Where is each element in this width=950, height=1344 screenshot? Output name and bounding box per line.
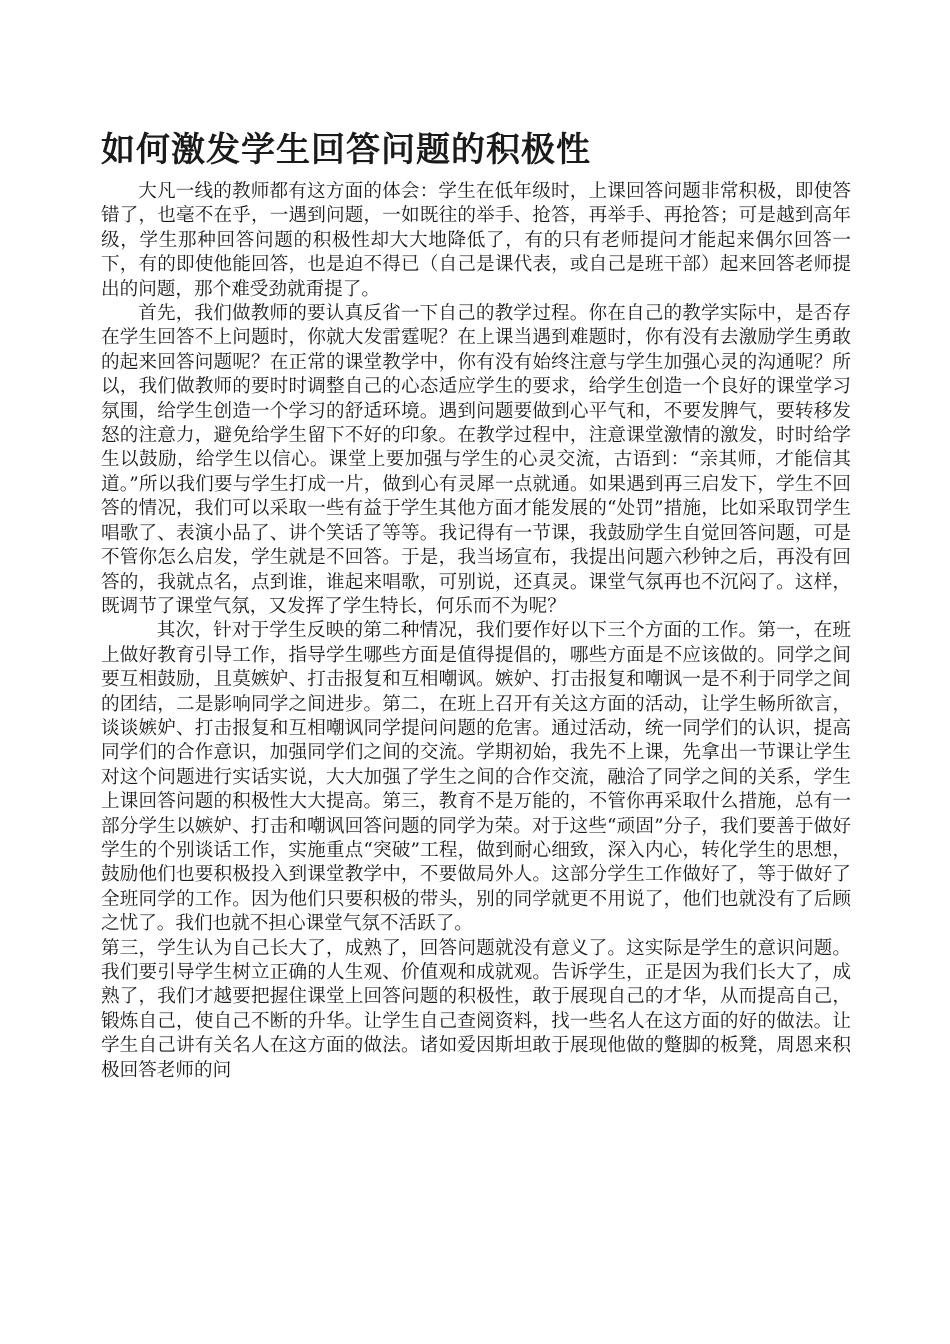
paragraph-intro: 大凡一线的教师都有这方面的体会：学生在低年级时，上课回答问题非常积极，即使答错了，也毫不在乎，一遇到问题，一如既往的举手、抢答，再举手、再抢答；可是越到高年级，学生那种回答问题的积极性却大大地降低了，有的只有老师提问才能起来偶尔回答一下，有的即使他能回答，也是迫不得已（自己是课代表，或自己是班干部）起来回答老师提出的问题，那个难受劲就甭提了。 (101, 181, 851, 300)
paragraph-second-point: 其次，针对于学生反映的第二种情况，我们要作好以下三个方面的工作。第一，在班上做好教育引导工作，指导学生哪些方面是值得提倡的，哪些方面是不应该做的。同学之间要互相鼓励，且莫嫉妒、打击报复和互相嘲讽。嫉妒、打击报复和嘲讽一是不利于同学之间的团结，二是影响同学之间进步。第二，在班上召开有关这方面的活动，让学生畅所欲言，谈谈嫉妒、打击报复和互相嘲讽同学提问问题的危害。通过活动，统一同学们的认识，提高同学们的合作意识，加强同学们之间的交流。学期初始，我先不上课，先拿出一节课让学生对这个问题进行实话实说，大大加强了学生之间的合作交流，融洽了同学之间的关系，学生上课回答问题的积极性大大提高。第三，教育不是万能的，不管你再采取什么措施，总有一部分学生以嫉妒、打击和嘲讽回答问题的同学为荣。对于这些“顽固”分子，我们要善于做好学生的个别谈话工作，实施重点“突破”工程，做到耐心细致，深入内心，转化学生的思想，鼓励他们也要积极投入到课堂教学中，不要做局外人。这部分学生工作做好了，等于做好了全班同学的工作。因为他们只要积极的带头，别的同学就更不用说了，他们也就没有了后顾之忧了。我们也就不担心课堂气氛不活跃了。 (101, 620, 851, 935)
paragraph-third-point: 第三，学生认为自己长大了，成熟了，回答问题就没有意义了。这实际是学生的意识问题。我们要引导学生树立正确的人生观、价值观和成就观。告诉学生，正是因为我们长大了，成熟了，我们才越要把握住课堂上回答问题的积极性，敢于展现自己的才华，从而提高自己，锻炼自己，使自己不断的升华。让学生自己查阅资料，找一些名人在这方面的好的做法。让学生自己讲有关名人在这方面的做法。诸如爱因斯坦敢于展现他做的蹩脚的板凳，周恩来积极回答老师的问 (101, 937, 851, 1081)
document-title: 如何激发学生回答问题的积极性 (101, 130, 591, 170)
document-page (101, 128, 851, 1083)
paragraph-first-point: 首先，我们做教师的要认真反省一下自己的教学过程。你在自己的教学实际中，是否存在学生回答不上问题时，你就大发雷霆呢？在上课当遇到难题时，你有没有去激励学生勇敢的起来回答问题呢？在正常的课堂教学中，你有没有始终注意与学生加强心灵的沟通呢？所以，我们做教师的要时时调整自己的心态适应学生的要求，给学生创造一个良好的课堂学习氛围，给学生创造一个学习的舒适环境。遇到问题要做到心平气和，不要发脾气，要转移发怒的注意力，避免给学生留下不好的印象。在教学过程中，注意课堂激情的激发，时时给学生以鼓励，给学生以信心。课堂上要加强与学生的心灵交流，古语到：“亲其师，才能信其道。”所以我们要与学生打成一片，做到心有灵犀一点就通。如果遇到再三启发下，学生不回答的情况，我们可以采取一些有益于学生其他方面才能发展的“处罚”措施，比如采取罚学生唱歌了、表演小品了、讲个笑话了等等。我记得有一节课，我鼓励学生自觉回答问题，可是不管你怎么启发，学生就是不回答。于是，我当场宣布，我提出问题六秒钟之后，再没有回答的，我就点名，点到谁，谁起来唱歌，可别说，还真灵。课堂气氛再也不沉闷了。这样，既调节了课堂气氛，又发挥了学生特长，何乐而不为呢？ (101, 303, 851, 617)
